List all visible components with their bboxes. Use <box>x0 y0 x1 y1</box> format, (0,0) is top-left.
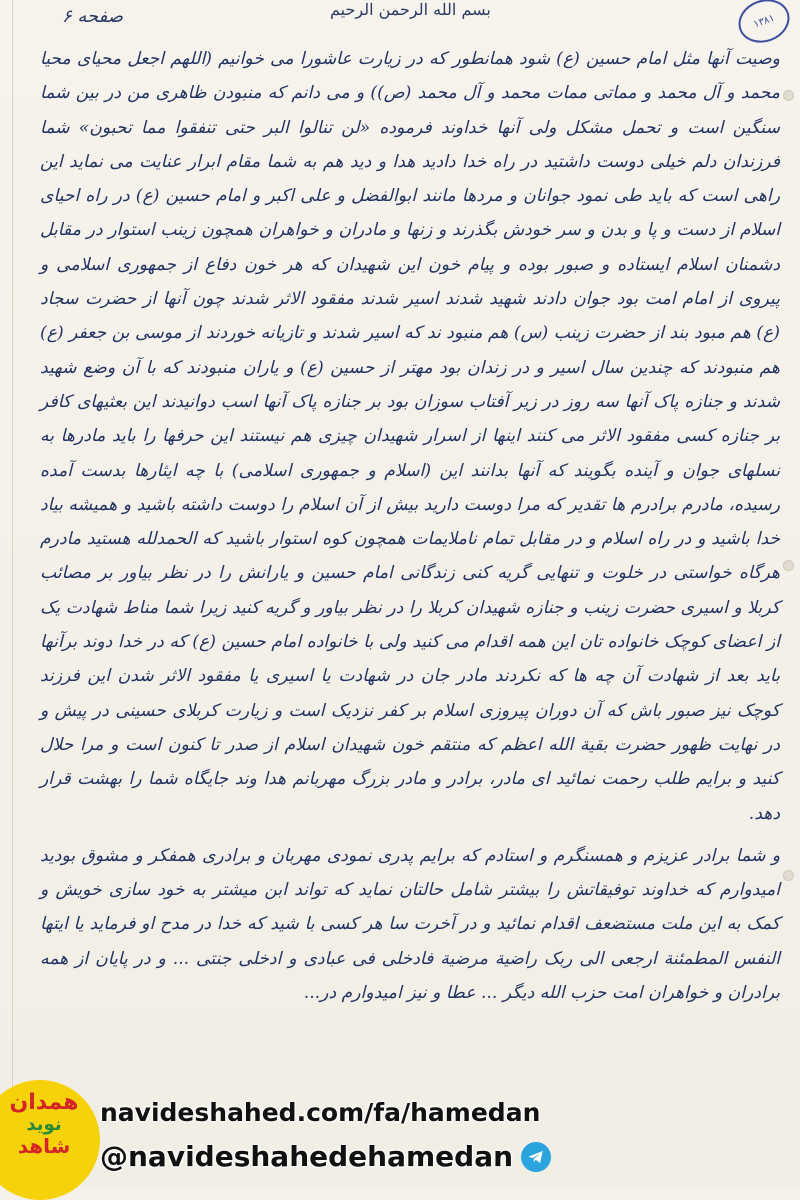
binder-hole <box>783 560 794 571</box>
logo-line-3: شاهد <box>17 1134 71 1158</box>
logo-line-2: نوید <box>26 1114 62 1135</box>
letter-paragraph: و شما برادر عزیزم و همسنگرم و استادم که برایم پدری نمودی مهربان و برادری همفکر و مشوق بودید امیدوارم که خداوند توفیقاتش را بیشتر شامل حالتان نماید که تواند ابن میشتر به خود سازی خویش و کمک به این ملت مستضعف اقدام نمائید و در آخرت سا هر کسی با شید که خدا در مدح او فرماید یا ایتها النفس المطمئنة ارجعی الی ربک راضیة مرضیة فادخلی فی عبادی و ادخلی جنتی ... و در پایان از همه برادران و خواهران امت حزب الله دیگر ... عطا و نیز امیدوارم در... <box>40 845 780 1004</box>
logo-line-1: همدان <box>9 1090 79 1115</box>
watermark-url: navideshahed.com/fa/hamedan <box>100 1098 541 1127</box>
handwritten-letter <box>40 42 780 1010</box>
letter-paragraph: وصیت آنها مثل امام حسین (ع) شود همانطور که در زیارت عاشورا می خوانیم (اللهم اجعل محیای محیا محمد و آل محمد و مماتی ممات محمد و آل محمد (ص)) و می دانم که منبودن ظاهری من در بین شما سنگین است و تحمل مشکل ولی آنها خداوند فرموده «لن تنالوا البر حتی تنفقوا مما تحبون» شما فرزندان دلم خیلی دوست داشتید در راه خدا دادید هدا و دید هم به شما مقام ابرار عنایت می نماید این راهی است که باید طی نمود جوانان و مردها مانند ابوالفضل و علی اکبر و امام حسین (ع) در راه احیای اسلام از دست و پا و بدن و سر خودش بگذرند و زنها و مادران و خواهران همچون زینب استوار در مقابل دشمنان اسلام ایستاده و صبور بوده و پیام خون این شهیدان که هر خون دفاع از جمهوری اسلامی و پیروی از امام امت بود جوان دادند شهید شدند اسیر شدند مفقود الاثر شدند چون آنها از حضرت سجاد (ع) هم مبود بند از حضرت زینب (س) هم منبود ند که اسیر شدند و تازیانه خوردند از موسی بن جعفر (ع) هم منبودند که چندین سال اسیر و در زندان بود مهتر از حسین (ع) و یاران منبودند که با آن وضع شهید شدند و جنازه پاک آنها سه روز در زیر آفتاب سوزان بود بر جنازه پاک آنها اسب دوانیدند این بعثیهای کافر بر جنازه کسی مفقود الاثر می کنند اینها از اسرار شهیدان چیزی هم نیستند این حرفها را باید مادرها به نسلهای جوان و آینده بگویند که آنها بدانند این (اسلام و جمهوری اسلامی) با چه ایثارها بدست آمده رسیده، مادرم برادرم ها تقدیر که مرا دوست دارید بیش از آن اسلام را دوست داشته باشید و همیشه بیاد خدا باشید و در راه اسلام و در مقابل تمام ناملایمات همچون کوه استوار باشید که الحمدلله هستید مادرم هرگاه خواستی در خلوت و تنهایی گریه کنی زندگانی امام حسین و یارانش را در نظر بیاور بر مصائب کربلا و اسیری حضرت زینب و جنازه شهیدان کربلا را در نظر بیاور و گریه کنید زیرا شما مناط شهادت یک از اعضای کوچک خانواده تان این همه اقدام می کنید ولی با خانواده امام حسین (ع) که در خدا دوند برآنها باید بعد از شهادت آن چه ها که نکردند مادر جان در شهادت یا اسیری یا مفقود الاثر شدن این فرزند کوچک نیز صبور باش که آن دوران پیروزی اسلام بر کفر نزدیک است و زیارت کربلای حسینی در پیش و در نهایت ظهور حضرت بقیة الله اعظم که منتقم خون شهیدان اسلام از صدر تا کنون است و مرا حلال کنید و برایم طلب رحمت نمائید ای مادر، برادر و مادر بزرگ مهربانم هدا وند جایگاه شما را بهشت قرار دهد. <box>40 49 780 824</box>
left-margin-line <box>12 0 13 1186</box>
page-number: صفحه ۶ <box>62 6 124 27</box>
telegram-icon <box>521 1142 551 1172</box>
top-heading: بسم الله الرحمن الرحیم <box>330 0 491 19</box>
watermark-handle-row <box>100 1140 551 1173</box>
binder-hole <box>783 870 794 881</box>
watermark-handle: @navideshahedehamedan <box>100 1140 514 1173</box>
navideshahed-logo <box>0 1062 112 1186</box>
binder-hole <box>783 90 794 101</box>
logo-text <box>4 1092 84 1156</box>
stamp-text: ۱۳۸۱ <box>752 12 776 30</box>
